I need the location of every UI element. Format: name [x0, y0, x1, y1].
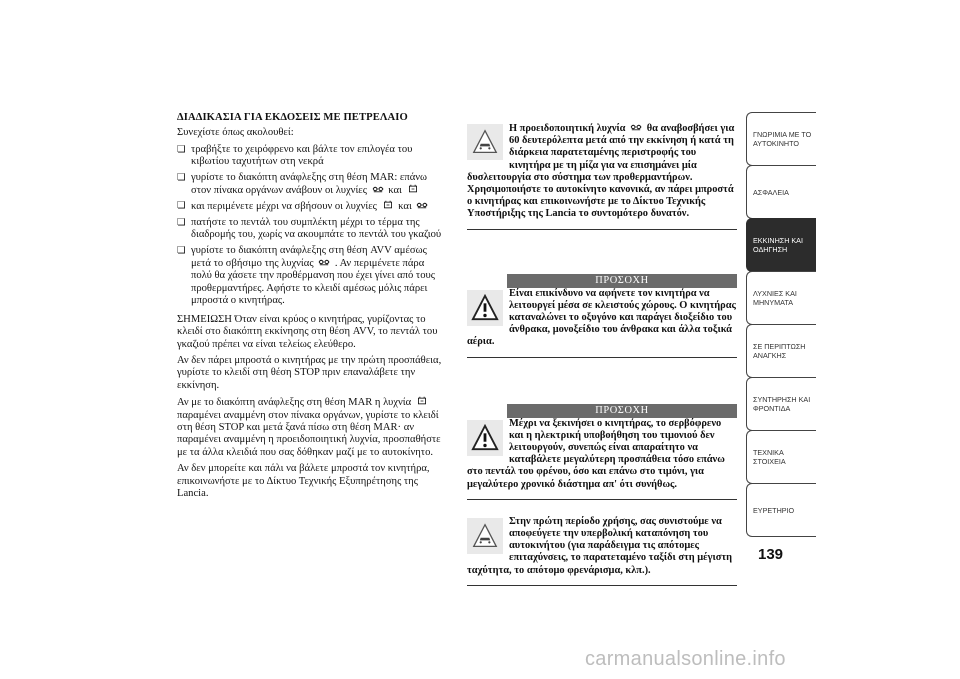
- caution-text: Μέχρι να ξεκινήσει ο κινητήρας, το σερβόφρενο και η ηλεκτρική υποβοήθηση του τιμονιού δεν λειτουργούν, συνεπώς είναι απαραίτητο να καταβάλετε μεγαλύτερη προσπάθεια τόσο επάνω στο πεντάλ του φρένου, όσο και επάνω στο τιμόνι, για μεγαλύτερο χρονικό διάστημα απ' ότι συνήθως.: [467, 417, 725, 490]
- tab-maintenance[interactable]: ΣΥΝΤΗΡΗΣΗ ΚΑΙ ΦΡΟΝΤΙΔΑ: [746, 377, 816, 431]
- glow-plug-icon: [629, 122, 643, 132]
- tab-getting-to-know[interactable]: ΓΝΩΡΙΜΙΑ ΜΕ ΤΟ ΑΥΤΟΚΙΝΗΤΟ: [746, 112, 816, 166]
- body-paragraph: Αν δεν μπορείτε και πάλι να βάλετε μπροστά τον κινητήρα, επικοινωνήστε με το Δίκτυο Τεχνικής Εξυπηρέτησης της Lancia.: [177, 463, 430, 499]
- tab-safety[interactable]: ΑΣΦΑΛΕΙΑ: [746, 165, 816, 219]
- warning-icon: [467, 290, 503, 326]
- car-info-icon: [467, 124, 503, 160]
- caution-box-2: [467, 404, 737, 500]
- tab-warning-lights[interactable]: ΛΥΧΝΙΕΣ ΚΑΙ ΜΗΝΥΜΑΤΑ: [746, 271, 816, 325]
- tab-emergency[interactable]: ΣΕ ΠΕΡΙΠΤΩΣΗ ΑΝΑΓΚΗΣ: [746, 324, 816, 378]
- chapter-tabs: [746, 112, 816, 537]
- engine-failure-icon: [415, 396, 429, 406]
- engine-failure-icon: [406, 184, 420, 194]
- list-item: ❏ γυρίστε το διακόπτη ανάφλεξης στη θέση MAR: επάνω στον πίνακα οργάνων ανάβουν οι λυχνίες και: [177, 172, 447, 198]
- glow-plug-icon: [415, 200, 429, 210]
- steps-list: [177, 144, 447, 308]
- tab-starting-driving[interactable]: ΕΚΚΙΝΗΣΗ ΚΑΙ ΟΔΗΓΗΣΗ: [746, 218, 816, 272]
- glow-plug-icon: [371, 184, 385, 194]
- list-item: ❏ και περιμένετε μέχρι να σβήσουν οι λυχνίες και: [177, 200, 447, 213]
- tab-technical-specs[interactable]: ΤΕΧΝΙΚΑ ΣΤΟΙΧΕΙΑ: [746, 430, 816, 484]
- body-paragraph: Αν με το διακόπτη ανάφλεξης στη θέση MAR η λυχνία παραμένει αναμμένη στον πίνακα οργάνων, γυρίστε το κλειδί στη θέση STOP και μετά ξανά πίσω στη θέση MAR· αν παραμένει αναμμένη η προειδοποιητική λυχνία, προσπαθήστε με τα άλλα κλειδιά που σας δόθηκαν μαζί με το αυτοκίνητο.: [177, 397, 441, 458]
- info-note: Η προειδοποιητική λυχνία θα αναβοσβήσει για 60 δευτερόλεπτα μετά από την εκκίνηση ή κατά τη διάρκεια παρατεταμένης περιστροφής του κινητήρα με τη μίζα για να επισημάνει μία δυσλειτουργία στο σύστημα των προθερμαντήρων. Χρησιμοποιήστε το αυτοκίνητο κανονικά, αν πάρει μπροστά ο κινητήρας και επικοινωνήστε με το Δίκτυο Τεχνικής Υποστήριξης της Lancia το συντομότερο δυνατόν.: [467, 122, 737, 230]
- list-item: ❏ γυρίστε το διακόπτη ανάφλεξης στη θέση AVV αμέσως μετά το σβήσιμο της λυχνίας . Αν περιμένετε πάρα πολύ θα χάσετε την προθέρμανση που έχει γίνει από τους προθερμαντήρες. Αφήστε το κλειδί αμέσως μόλις πάρει μπροστά ο κινητήρας.: [177, 245, 447, 308]
- tab-index[interactable]: ΕΥΡΕΤΗΡΙΟ: [746, 483, 816, 537]
- caution-header: ΠΡΟΣΟΧΗ: [507, 274, 737, 288]
- caution-header: ΠΡΟΣΟΧΗ: [507, 404, 737, 418]
- glow-plug-icon: [317, 257, 331, 267]
- list-item: ❏ πατήστε το πεντάλ του συμπλέκτη μέχρι το τέρμα της διαδρομής του, χωρίς να ακουμπάτε το πεντάλ του γκαζιού: [177, 217, 447, 242]
- warning-icon: [467, 420, 503, 456]
- note-paragraph: ΣΗΜΕΙΩΣΗ Όταν είναι κρύος ο κινητήρας, γυρίζοντας το κλειδί στο διακόπτη εκκίνησης στη θέση AVV, το πεντάλ του γκαζιού πρέπει να είναι τελείως ελεύθερο.: [177, 313, 438, 350]
- engine-failure-icon: [381, 200, 395, 210]
- intro-text: Συνεχίστε όπως ακολουθεί:: [177, 127, 294, 139]
- watermark: carmanualsonline.info: [585, 648, 786, 670]
- info-note: Στην πρώτη περίοδο χρήσης, σας συνιστούμε να αποφεύγετε την υπερβολική καταπόνηση του αυτοκινήτου (για παράδειγμα τις απότομες επιταχύνσεις, το παρατεταμένο ταξίδι στη μέγιστη ταχύτητα, το απότομο φρενάρισμα, κλπ.).: [467, 516, 737, 586]
- right-column: [467, 122, 737, 596]
- body-paragraph: Αν δεν πάρει μπροστά ο κινητήρας με την πρώτη προσπάθεια, γυρίστε το κλειδί στη θέση STOP πριν επαναλάβετε την εκκίνηση.: [177, 354, 442, 391]
- page-number: 139: [758, 546, 784, 563]
- list-item: ❏ τραβήξτε το χειρόφρενο και βάλτε τον επιλογέα του κιβωτίου ταχυτήτων στη νεκρά: [177, 144, 447, 169]
- caution-box-1: [467, 274, 737, 358]
- car-info-icon: [467, 518, 503, 554]
- section-heading: ΔΙΑΔΙΚΑΣΙΑ ΓΙΑ ΕΚΔΟΣΕΙΣ ΜΕ ΠΕΤΡΕΛΑΙΟ: [177, 112, 408, 123]
- left-column: [177, 112, 447, 504]
- caution-text: Είναι επικίνδυνο να αφήνετε τον κινητήρα να λειτουργεί μέσα σε κλειστούς χώρους. Ο κινητήρας καταναλώνει το οξυγόνο και παράγει διοξείδιο του άνθρακα, μονοξείδιο του άνθρακα και άλλα τοξικά αέρια.: [467, 287, 736, 348]
